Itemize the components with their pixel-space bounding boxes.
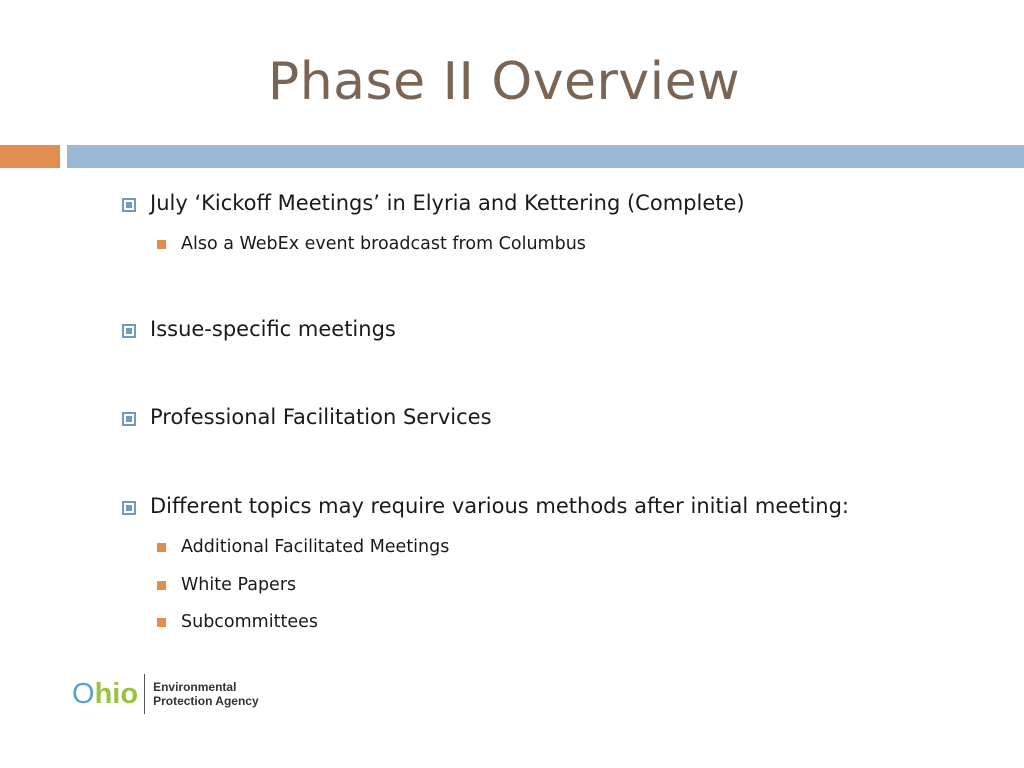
- sub-bullet-text: White Papers: [181, 575, 297, 595]
- ohio-epa-logo: [72, 672, 259, 716]
- logo-line-2: Protection Agency: [153, 694, 259, 708]
- bullet-item: [150, 494, 849, 518]
- square-subbullet-icon: [157, 581, 166, 590]
- sub-bullet-item: [181, 575, 296, 595]
- square-bullet-icon: [122, 324, 136, 338]
- bullet-item: [150, 191, 745, 215]
- sub-bullet-text: Also a WebEx event broadcast from Columbus: [181, 234, 586, 254]
- logo-divider: [144, 674, 145, 714]
- sub-bullet-item: [181, 612, 318, 632]
- bullet-text: Issue-specific meetings: [150, 317, 396, 341]
- ohio-wordmark: [72, 677, 139, 710]
- slide-title: Phase II Overview: [267, 52, 741, 112]
- accent-bar-blue: [67, 145, 1024, 168]
- logo-line-1: Environmental: [153, 680, 237, 694]
- bullet-item: [150, 317, 396, 341]
- square-subbullet-icon: [157, 240, 166, 249]
- bullet-item: [150, 405, 492, 429]
- square-bullet-icon: [122, 198, 136, 212]
- bullet-text: Professional Facilitation Services: [150, 405, 492, 429]
- accent-bar-orange: [0, 145, 60, 168]
- square-subbullet-icon: [157, 543, 166, 552]
- square-bullet-icon: [122, 501, 136, 515]
- ohio-o-letter: O: [72, 677, 95, 710]
- logo-agency-name: [153, 680, 259, 708]
- square-bullet-icon: [122, 412, 136, 426]
- sub-bullet-item: [181, 234, 586, 254]
- sub-bullet-item: [181, 537, 449, 557]
- ohio-hio-letters: hio: [94, 677, 139, 710]
- sub-bullet-text: Subcommittees: [181, 612, 318, 632]
- bullet-text: Different topics may require various methods after initial meeting:: [150, 494, 849, 518]
- square-subbullet-icon: [157, 618, 166, 627]
- sub-bullet-text: Additional Facilitated Meetings: [181, 537, 450, 557]
- bullet-text: July ‘Kickoff Meetings’ in Elyria and Kettering (Complete): [150, 191, 745, 215]
